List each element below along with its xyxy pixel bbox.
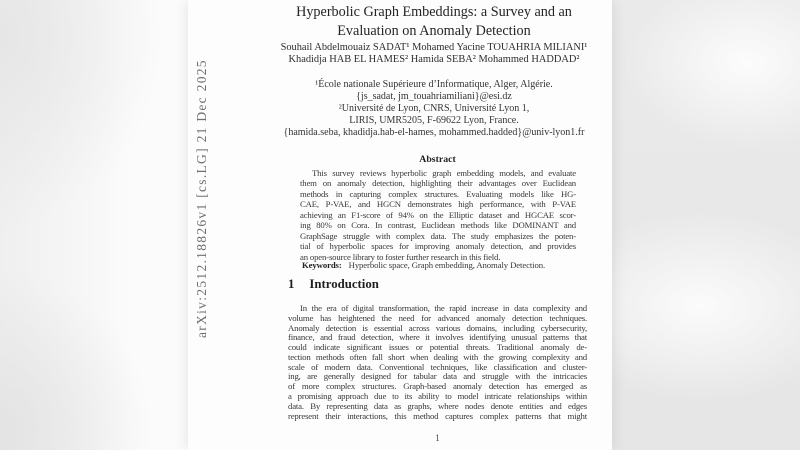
- paper-title: [284, 3, 584, 41]
- paper-affiliations-line-3: ²Université de Lyon, CNRS, Université Lyon 1,: [338, 103, 530, 114]
- paper-title-line-1: Hyperbolic Graph Embeddings: a Survey and an: [296, 4, 572, 20]
- abstract-text-line-1: This survey reviews hyperbolic graph embedding models, and evaluate: [312, 168, 576, 178]
- abstract-text-line-2: them on anomaly detection, highlighting their advantages over Euclidean: [300, 178, 576, 189]
- introduction-text-line-12: represent their interactions, this method captures complex patterns that might: [288, 410, 587, 421]
- paper-affiliations-line-4: LIRIS, UMR5205, F-69622 Lyon, France.: [349, 115, 519, 126]
- abstract-text-line-5: achieving an F1-score of 94% on the Elliptic dataset and HGCAE scor-: [300, 209, 576, 220]
- paper-authors-line-1: Souhail Abdelmouaiz SADAT¹ Mohamed Yacine TOUAHRIA MILIANI¹: [280, 42, 588, 53]
- abstract-text-line-9: an open-source library to foster further research in this field.: [300, 251, 501, 262]
- abstract-text-line-3: methods in capturing complex structures. Evaluating models like HG-: [300, 188, 576, 199]
- backdrop-left: [0, 0, 190, 450]
- abstract-text: [300, 168, 576, 262]
- section-number: 1: [288, 277, 295, 291]
- paper-authors-line-2: Khadidja HAB EL HAMES² Hamida SEBA² Mohammed HADDAD²: [288, 54, 580, 66]
- paper-page: [188, 0, 612, 450]
- abstract-heading: Abstract: [419, 154, 456, 165]
- introduction-text-line-6: tection methods often fall short when dealing with the growing complexity and: [288, 351, 587, 362]
- introduction-text-line-2: volume has heightened the need for advanced anomaly detection techniques.: [288, 312, 587, 323]
- introduction-text-line-10: a promising approach due to its ability to model intricate relationships within: [288, 391, 587, 402]
- backdrop-right: [610, 0, 800, 450]
- introduction-text: [288, 304, 587, 421]
- paper-title-line-2: Evaluation on Anomaly Detection: [337, 23, 531, 39]
- abstract-text-line-6: ing 80% on Cora. In contrast, Euclidean methods like DOMINANT and: [300, 220, 576, 231]
- paper-authors: [254, 42, 614, 66]
- introduction-text-line-1: In the era of digital transformation, the rapid increase in data complexity and: [300, 303, 587, 313]
- keywords-text: Hyperbolic space, Graph embedding, Anomaly Detection.: [348, 260, 546, 270]
- introduction-text-line-4: finance, and fraud detection, where it involves identifying unusual patterns that: [288, 332, 587, 343]
- abstract-text-line-7: GraphSage struggle with complex data. The study emphasizes the poten-: [300, 230, 576, 241]
- introduction-text-line-8: ing, are generally designed for tabular data and struggle with the intricacies: [288, 371, 587, 382]
- keywords-line: [302, 260, 578, 270]
- arxiv-watermark: arXiv:2512.18826v1 [cs.LG] 21 Dec 2025: [194, 59, 209, 338]
- abstract-text-line-4: CAE, P-VAE, and HGCN demonstrates high performance, with P-VAE: [300, 199, 576, 210]
- paper-affiliations-line-1: ¹École nationale Supérieure d’Informatique, Alger, Algérie.: [315, 79, 553, 90]
- paper-affiliations-line-5: {hamida.seba, khadidja.hab-el-hames, mohammed.hadded}@univ-lyon1.fr: [283, 127, 585, 138]
- page-number: 1: [435, 433, 440, 443]
- introduction-text-line-11: data. By representing data as graphs, where nodes denote entities and edges: [288, 400, 587, 411]
- introduction-text-line-7: scale of modern data. Conventional techniques, like classification and cluster-: [288, 361, 587, 372]
- paper-affiliations-line-2: {js_sadat, jm_touahriamiliani}@esi.dz: [356, 91, 512, 102]
- keywords-label: Keywords:: [302, 260, 342, 270]
- introduction-text-line-3: Anomaly detection is essential across various domains, including cybersecurity,: [288, 322, 587, 333]
- section-title: Introduction: [309, 277, 379, 291]
- introduction-text-line-9: of more complex structures. Graph-based anomaly detection has emerged as: [288, 381, 587, 392]
- paper-affiliations: [230, 79, 638, 139]
- introduction-text-line-5: could indicate significant issues or potential threats. Traditional anomaly de-: [288, 342, 587, 353]
- section-heading-introduction: [288, 277, 587, 292]
- abstract-text-line-8: tial of hyperbolic spaces for improving anomaly detection, and provides: [300, 241, 576, 252]
